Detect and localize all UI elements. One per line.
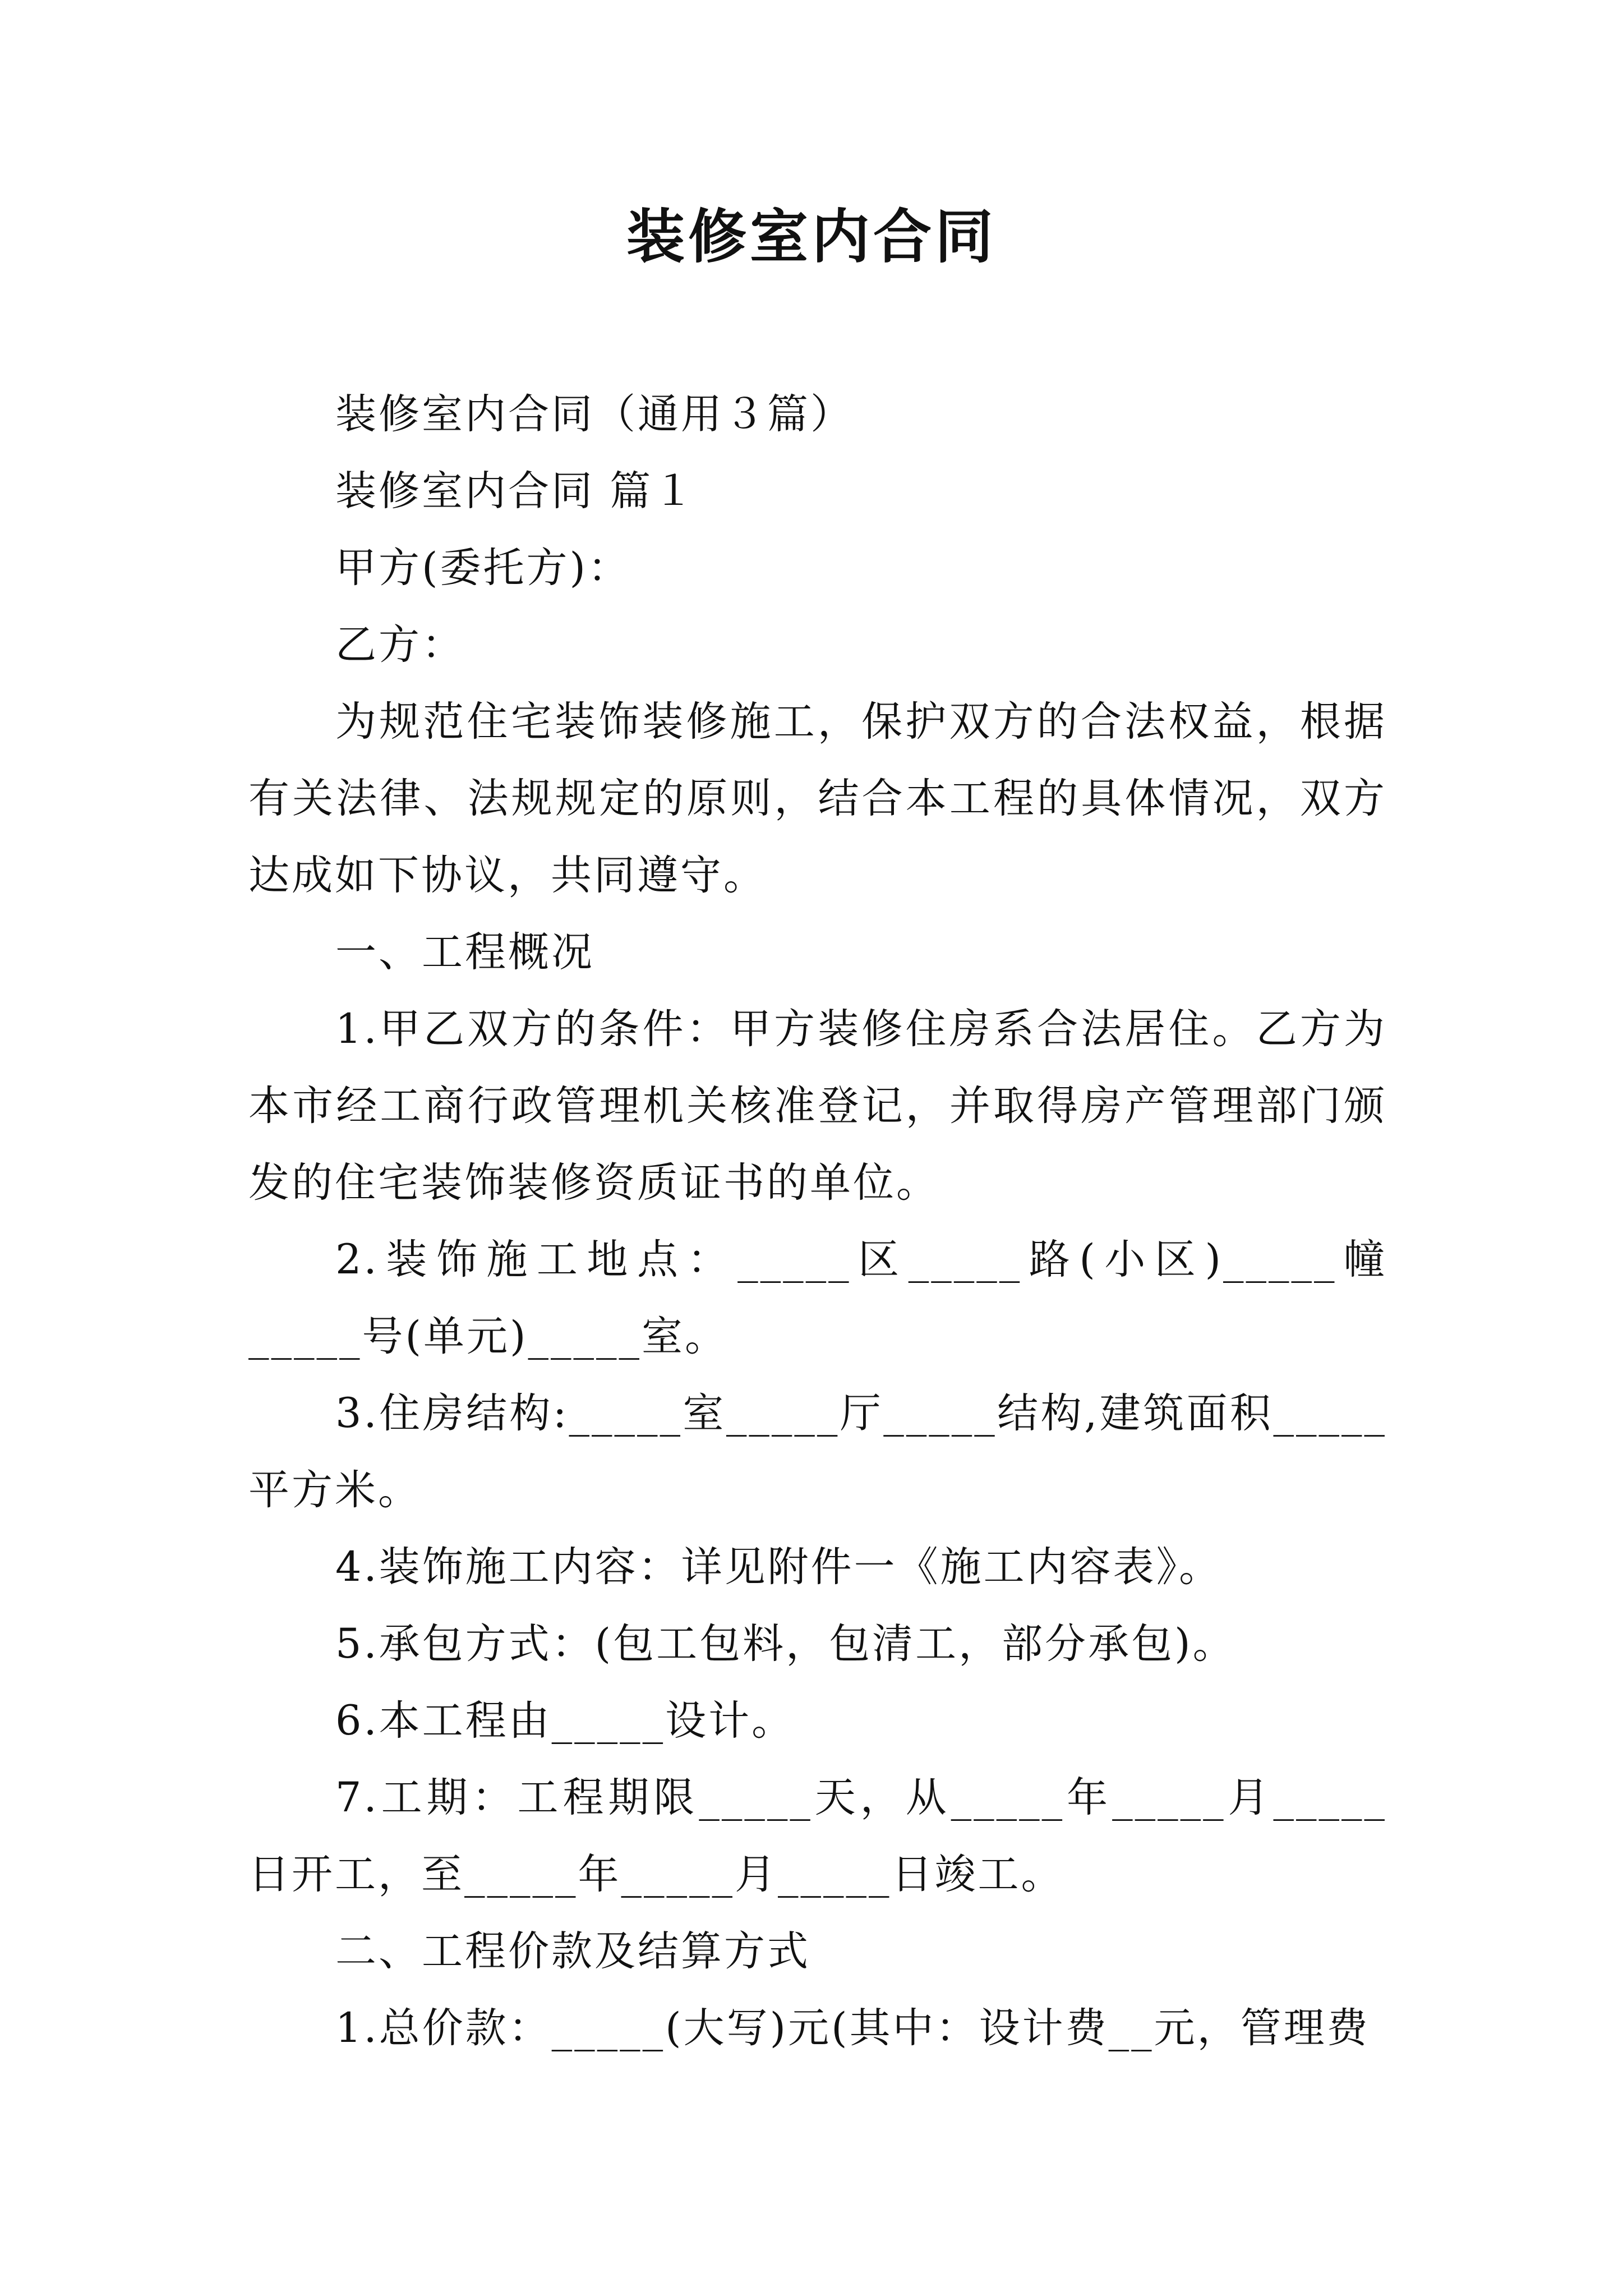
subtitle-paragraph: 装修室内合同（通用３篇） — [335, 390, 854, 438]
document-title: 装修室内合同 — [626, 203, 997, 271]
clause-paragraph: 4.装饰施工内容：详见附件一《施工内容表》。 — [335, 1543, 1223, 1591]
clause-paragraph: 2.装饰施工地点：_____区_____路(小区)_____幢_____号(单元)_____室。 — [248, 1236, 1387, 1360]
section-two-heading: 二、工程价款及结算方式 — [335, 1927, 810, 1975]
clause-paragraph: 3.住房结构:_____室_____厅_____结构,建筑面积_____平方米。 — [248, 1389, 1387, 1514]
party-b-paragraph: 乙方： — [335, 621, 465, 669]
section-heading-paragraph: 装修室内合同 篇１ — [335, 467, 697, 515]
intro-paragraph: 为规范住宅装饰装修施工，保护双方的合法权益，根据有关法律、法规规定的原则，结合本工程的具体情况，双方达成如下协议，共同遵守。 — [248, 698, 1387, 899]
clause-paragraph: 5.承包方式：(包工包料，包清工，部分承包)。 — [335, 1620, 1236, 1668]
clause-paragraph: 7.工期：工程期限_____天，从_____年_____月_____日开工，至_____年_____月_____日竣工。 — [248, 1774, 1387, 1898]
document-body — [248, 376, 1387, 2067]
section-one-heading: 一、工程概况 — [335, 928, 594, 976]
party-a-paragraph: 甲方(委托方)： — [335, 544, 631, 592]
clause-paragraph: 1.总价款：_____(大写)元(其中：设计费__元，管理费 — [335, 2004, 1370, 2052]
clause-paragraph: 6.本工程由_____设计。 — [335, 1697, 795, 1745]
clause-paragraph: 1.甲乙双方的条件：甲方装修住房系合法居住。乙方为本市经工商行政管理机关核准登记，并取得房产管理部门颁发的住宅装饰装修资质证书的单位。 — [248, 1005, 1387, 1207]
